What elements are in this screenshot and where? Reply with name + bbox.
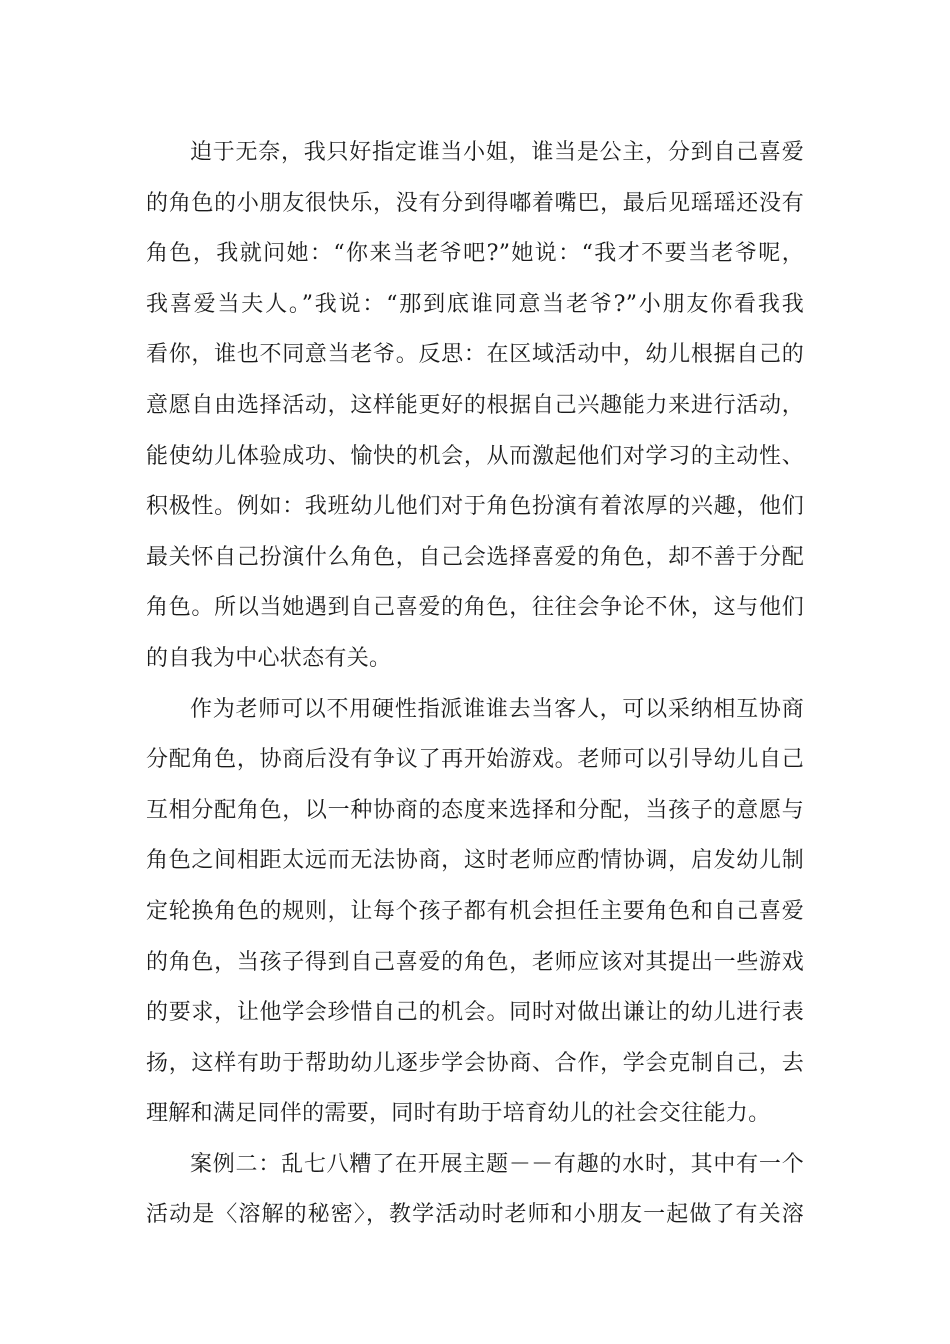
paragraph-2-line-7: 的要求，让他学会珍惜自己的机会。同时对做出谦让的幼儿进行表 <box>146 1000 804 1026</box>
paragraph-1-line-7: 能使幼儿体验成功、愉快的机会，从而激起他们对学习的主动性、 <box>146 443 804 469</box>
paragraph-2-line-8: 扬，这样有助于帮助幼儿逐步学会协商、合作，学会克制自己，去 <box>146 1050 804 1076</box>
paragraph-1-line-11: 的自我为中心状态有关。 <box>146 645 392 671</box>
paragraph-2-line-1: 作为老师可以不用硬性指派谁谁去当客人，可以采纳相互协商 <box>190 696 804 722</box>
paragraph-1-line-9: 最关怀自己扮演什么角色，自己会选择喜爱的角色，却不善于分配 <box>146 544 804 570</box>
paragraph-2-line-4: 角色之间相距太远而无法协商，这时老师应酌情协调，启发幼儿制 <box>146 848 804 874</box>
paragraph-1-line-10: 角色。所以当她遇到自己喜爱的角色，往往会争论不休，这与他们 <box>146 595 804 621</box>
paragraph-1-line-6: 意愿自由选择活动，这样能更好的根据自己兴趣能力来进行活动， <box>146 392 804 418</box>
paragraph-2-line-2: 分配角色，协商后没有争议了再开始游戏。老师可以引导幼儿自己 <box>146 747 804 773</box>
paragraph-3-line-1: 案例二：乱七八糟了在开展主题－－有趣的水时，其中有一个 <box>190 1151 804 1177</box>
paragraph-2-line-6: 的角色，当孩子得到自己喜爱的角色，老师应该对其提出一些游戏 <box>146 949 804 975</box>
document-body <box>146 128 804 1241</box>
paragraph-2-line-9: 理解和满足同伴的需要，同时有助于培育幼儿的社会交往能力。 <box>146 1101 771 1127</box>
paragraph-1-line-1: 迫于无奈，我只好指定谁当小姐，谁当是公主，分到自己喜爱 <box>190 140 804 165</box>
paragraph-1-line-2: 的角色的小朋友很快乐，没有分到得嘟着嘴巴，最后见瑶瑶还没有 <box>146 190 804 216</box>
paragraph-2-line-5: 定轮换角色的规则，让每个孩子都有机会担任主要角色和自己喜爱 <box>146 898 804 924</box>
paragraph-2-line-3: 互相分配角色，以一种协商的态度来选择和分配，当孩子的意愿与 <box>146 797 804 823</box>
paragraph-1-line-5: 看你，谁也不同意当老爷。反思：在区域活动中，幼儿根据自己的 <box>146 342 804 368</box>
paragraph-1-line-4: 我喜爱当夫人。”我说：“那到底谁同意当老爷?”小朋友你看我我 <box>146 291 804 317</box>
paragraph-3-line-2: 活动是〈溶解的秘密〉，教学活动时老师和小朋友一起做了有关溶 <box>146 1202 804 1228</box>
paragraph-1-line-3: 角色，我就问她：“你来当老爷吧?”她说：“我才不要当老爷呢， <box>146 241 804 267</box>
paragraph-1-line-8: 积极性。例如：我班幼儿他们对于角色扮演有着浓厚的兴趣，他们 <box>146 494 804 520</box>
